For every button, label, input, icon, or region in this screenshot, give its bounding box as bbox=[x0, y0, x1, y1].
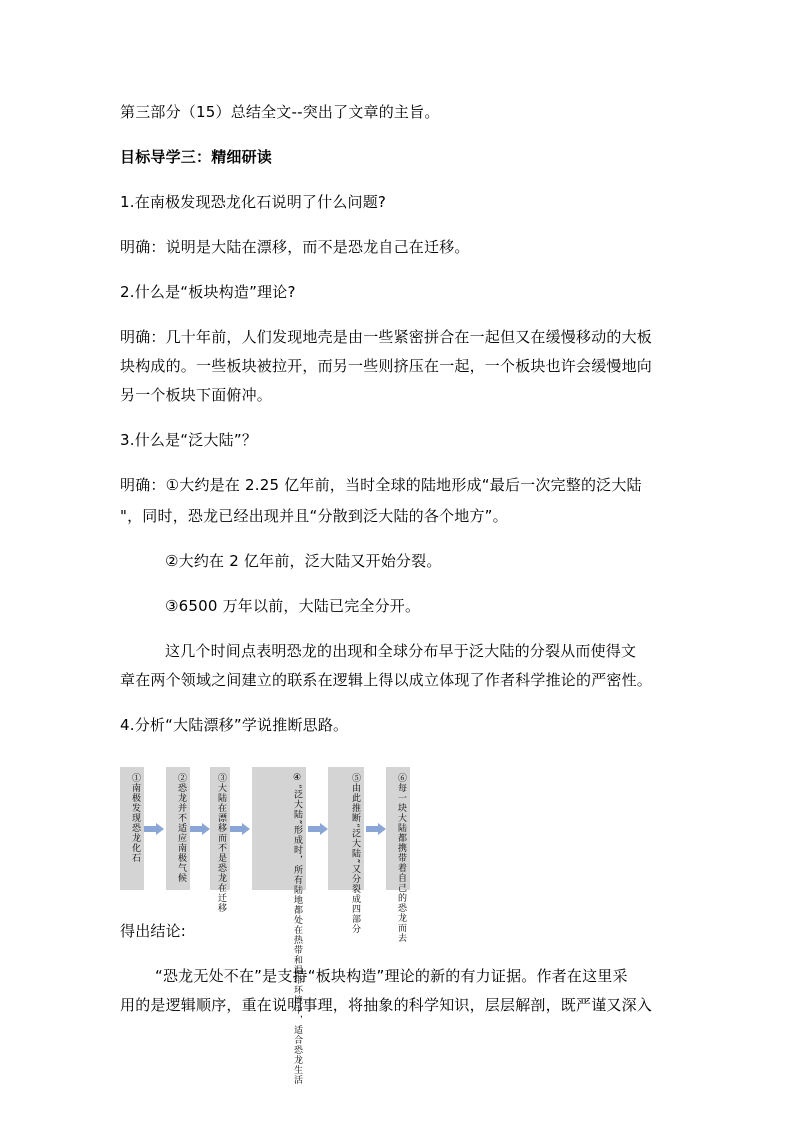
question: 4.分析“大陆漂移”学说推断思路。 bbox=[120, 716, 349, 734]
section-heading: 目标导学三：精细研读 bbox=[120, 148, 273, 166]
flow-step-text: ①南极发现恐龙化石 bbox=[130, 773, 140, 863]
arrow-right-icon bbox=[308, 823, 328, 835]
flow-step-box bbox=[120, 767, 144, 890]
question: 1.在南极发现恐龙化石说明了什么问题? bbox=[120, 193, 387, 211]
paragraph: “恐龙无处不在”是支持“板块构造”理论的新的有力证据。作者在这里采 bbox=[155, 967, 628, 985]
paragraph: 章在两个领域之间建立的联系在逻辑上得以成立体现了作者科学推论的严密性。 bbox=[120, 671, 653, 689]
flow-step-box bbox=[210, 767, 230, 913]
arrow-right-icon bbox=[366, 823, 386, 835]
answer: 明确：几十年前，人们发现地壳是由一些紧密拼合在一起但又在缓慢移动的大板 bbox=[120, 328, 653, 346]
arrow-right-icon bbox=[190, 823, 210, 835]
flow-step-text: ②恐龙并不适应南极气候 bbox=[176, 773, 186, 883]
answer: "，同时，恐龙已经出现并且“分散到泛大陆的各个地方”。 bbox=[120, 507, 508, 525]
question: 3.什么是“泛大陆”？ bbox=[120, 431, 258, 449]
text-line: 第三部分（15）总结全文--突出了文章的主旨。 bbox=[120, 103, 440, 121]
conclusion-label: 得出结论: bbox=[120, 922, 187, 940]
answer: 块构成的。一些板块被拉开，而另一些则挤压在一起，一个板块也许会缓慢地向 bbox=[120, 357, 653, 375]
question: 2.什么是“板块构造”理论? bbox=[120, 283, 296, 301]
flow-step-box bbox=[166, 767, 190, 890]
flow-step-box bbox=[386, 767, 410, 943]
flow-step-box bbox=[252, 767, 306, 1086]
paragraph: 这几个时间点表明恐龙的出现和全球分布早于泛大陆的分裂从而使得文 bbox=[165, 642, 637, 660]
answer: 另一个板块下面俯冲。 bbox=[120, 386, 273, 404]
answer: 明确：说明是大陆在漂移，而不是恐龙自己在迁移。 bbox=[120, 238, 470, 256]
answer: 明确：①大约是在 2.25 亿年前，当时全球的陆地形成“最后一次完整的泛大陆 bbox=[120, 476, 642, 494]
flow-step-box bbox=[328, 767, 364, 935]
flow-step-text: ⑤由此推断“泛大陆”又分裂成四部分 bbox=[350, 773, 360, 935]
flow-step-text: ⑥每一块大陆都携带着自己的恐龙而去 bbox=[396, 773, 406, 943]
flow-step-text: ④“泛大陆”形成时，所有陆地都处在热带和温带环境中，适合恐龙生活 bbox=[292, 773, 302, 1086]
answer-item: ②大约在 2 亿年前，泛大陆又开始分裂。 bbox=[165, 552, 442, 570]
paragraph: 用的是逻辑顺序，重在说明事理，将抽象的科学知识，层层解剖，既严谨又深入 bbox=[120, 996, 653, 1014]
flow-step-text: ③大陆在漂移而不是恐龙在迁移 bbox=[216, 773, 226, 913]
answer-item: ③6500 万年以前，大陆已完全分开。 bbox=[165, 597, 421, 615]
arrow-right-icon bbox=[144, 823, 164, 835]
arrow-right-icon bbox=[230, 823, 250, 835]
